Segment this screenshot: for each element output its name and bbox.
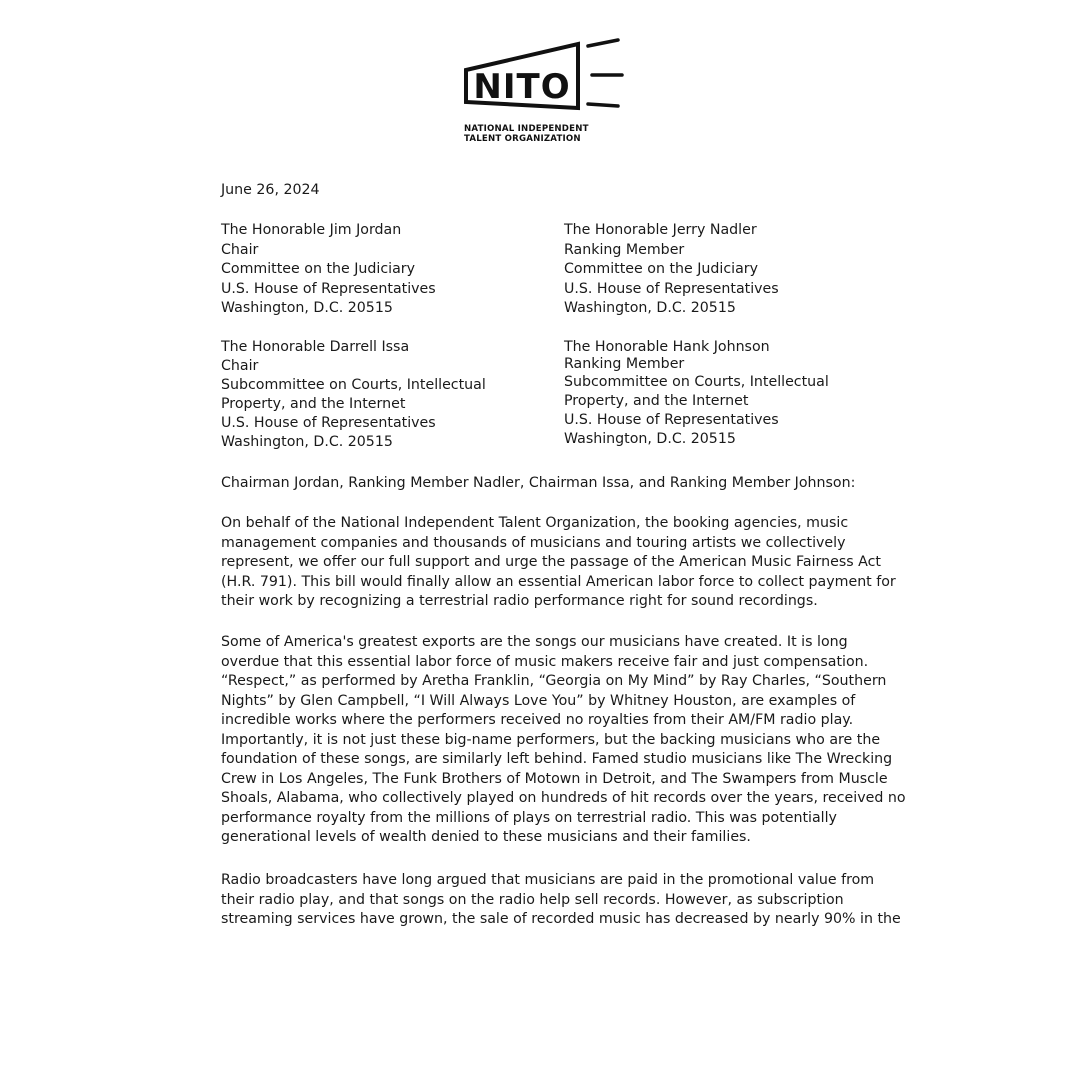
addressee-line: U.S. House of Representatives	[564, 412, 779, 428]
paragraph-line: Some of America's greatest exports are the songs our musicians have created. It is long	[221, 634, 848, 650]
paragraph-line: their work by recognizing a terrestrial radio performance right for sound recordings.	[221, 593, 818, 609]
logo-org-line: TALENT ORGANIZATION	[464, 134, 581, 144]
addressee-line: Property, and the Internet	[221, 396, 406, 412]
addressee-line: Ranking Member	[564, 356, 685, 372]
salutation: Chairman Jordan, Ranking Member Nadler, Chairman Issa, and Ranking Member Johnson:	[221, 475, 856, 491]
addressee-line: Washington, D.C. 20515	[564, 431, 736, 447]
addressee-block	[564, 339, 829, 449]
paragraph-line: Crew in Los Angeles, The Funk Brothers of Motown in Detroit, and The Swampers from Muscle	[221, 770, 888, 787]
addressee-line: Washington, D.C. 20515	[221, 434, 393, 450]
nito-logo	[462, 36, 626, 148]
addressee-line: Ranking Member	[564, 241, 685, 258]
addressee-line: U.S. House of Representatives	[564, 280, 779, 297]
logo-org-line: NATIONAL INDEPENDENT	[464, 124, 589, 134]
paragraph-line: their radio play, and that songs on the radio help sell records. However, as subscription	[221, 891, 844, 908]
body-paragraph	[221, 871, 901, 930]
paragraph-line: Importantly, it is not just these big-name performers, but the backing musicians who are the	[221, 731, 881, 748]
paragraph-line: performance royalty from the millions of plays on terrestrial radio. This was potentially	[221, 809, 837, 826]
paragraph-line: foundation of these songs, are similarly left behind. Famed studio musicians like The Wrecking	[221, 751, 893, 767]
addressee-line: The Honorable Jerry Nadler	[564, 222, 757, 238]
addressee-line: Chair	[221, 241, 259, 258]
addressee-line: Committee on the Judiciary	[564, 261, 759, 277]
paragraph-line: “Respect,” as performed by Aretha Franklin, “Georgia on My Mind” by Ray Charles, “Southern	[221, 673, 887, 689]
paragraph-line: Radio broadcasters have long argued that musicians are paid in the promotional value from	[221, 872, 875, 888]
addressee-line: U.S. House of Representatives	[221, 280, 436, 297]
addressee-block	[221, 338, 486, 452]
paragraph-line: incredible works where the performers received no royalties from their AM/FM radio play.	[221, 712, 854, 728]
letter-date: June 26, 2024	[221, 182, 320, 198]
body-paragraph	[221, 514, 896, 612]
addressee-line: U.S. House of Representatives	[221, 415, 436, 431]
paragraph-line: streaming services have grown, the sale of recorded music has decreased by nearly 90% in the	[221, 911, 901, 927]
addressee-line: Committee on the Judiciary	[221, 261, 416, 277]
addressee-line: Washington, D.C. 20515	[564, 300, 736, 316]
paragraph-line: generational levels of wealth denied to these musicians and their families.	[221, 829, 751, 845]
paragraph-line: (H.R. 791). This bill would finally allow an essential American labor force to collect payment for	[221, 573, 896, 590]
paragraph-line: overdue that this essential labor force of music makers receive fair and just compensation.	[221, 653, 869, 670]
addressee-line: Chair	[221, 358, 259, 374]
addressee-line: The Honorable Hank Johnson	[564, 339, 770, 355]
paragraph-line: Nights” by Glen Campbell, “I Will Always Love You” by Whitney Houston, are examples of	[221, 692, 856, 709]
addressee-line: Subcommittee on Courts, Intellectual	[564, 374, 829, 390]
paragraph-line: management companies and thousands of musicians and touring artists we collectively	[221, 534, 846, 551]
paragraph-line: Shoals, Alabama, who collectively played on hundreds of hit records over the years, received no	[221, 790, 906, 806]
addressee-line: Property, and the Internet	[564, 393, 749, 409]
addressee-line: The Honorable Darrell Issa	[221, 339, 410, 355]
paragraph-line: represent, we offer our full support and urge the passage of the American Music Fairness Act	[221, 554, 881, 570]
megaphone-logo-icon	[462, 36, 626, 116]
addressee-line: Washington, D.C. 20515	[221, 300, 393, 316]
body-paragraph	[221, 633, 906, 848]
addressee-block	[221, 221, 436, 319]
logo-mark-text: NITO	[473, 67, 571, 107]
addressee-line: Subcommittee on Courts, Intellectual	[221, 377, 486, 393]
logo-org-name	[464, 124, 624, 144]
addressee-line: The Honorable Jim Jordan	[221, 222, 402, 238]
paragraph-line: On behalf of the National Independent Talent Organization, the booking agencies, music	[221, 515, 849, 531]
addressee-block	[564, 221, 779, 319]
